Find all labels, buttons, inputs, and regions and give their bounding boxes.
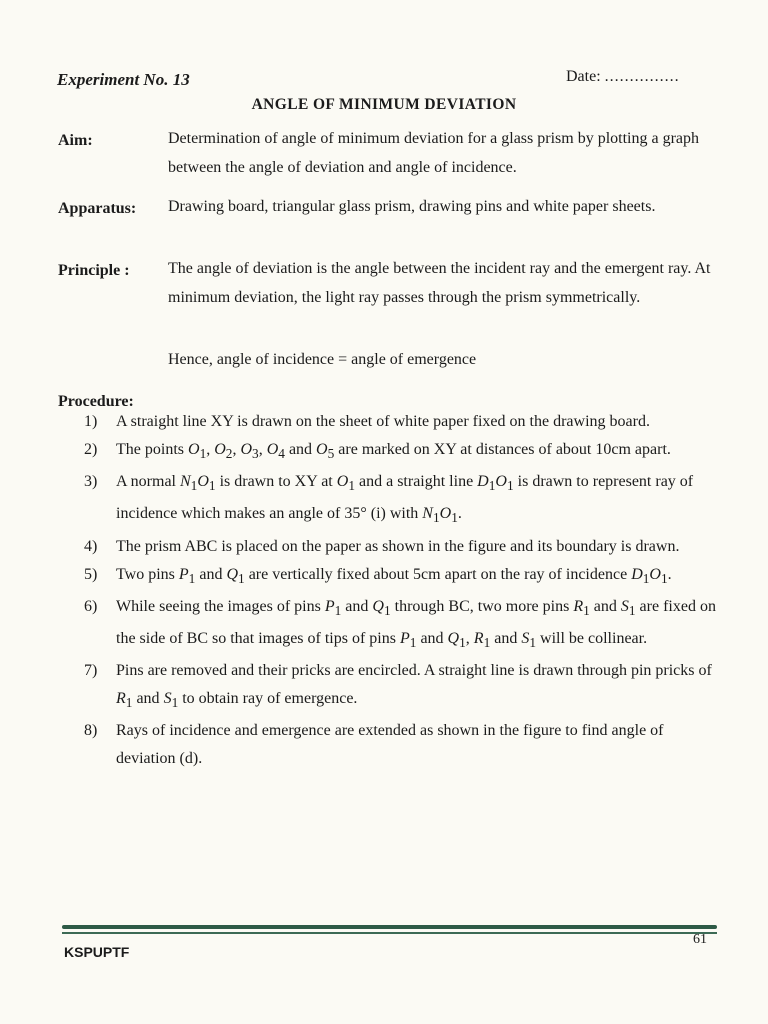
procedure-step (84, 533, 720, 561)
procedure-step (84, 561, 720, 593)
apparatus-text: Drawing board, triangular glass prism, drawing pins and white paper sheets. (168, 198, 656, 215)
date-label: Date: (566, 68, 601, 85)
step-number: 2) (84, 441, 98, 458)
footer-publisher: KSPUPTF (64, 944, 130, 960)
apparatus-label: Apparatus: (58, 200, 137, 217)
step-text: A normal $N_1O_1$ is drawn to XY at $O_1$ and a straight line $D_1O_1$ is drawn to represent ray of incidence which makes an angle of 35° (i) with $N_1O_1$. (116, 473, 694, 526)
step-text: Two pins $P_1$ and $Q_1$ are vertically fixed about 5cm apart on the ray of incidence $D_1O_1$. (116, 565, 672, 586)
procedure-step (84, 657, 720, 717)
step-number: 6) (84, 597, 98, 615)
procedure-step (84, 593, 720, 657)
step-text: The points $O_1$, $O_2$, $O_3$, $O_4$ and $O_5$ are marked on XY at distances of about 10cm apart. (116, 441, 671, 462)
procedure-step (84, 436, 720, 468)
procedure-step (84, 408, 720, 436)
step-text: The prism ABC is placed on the paper as shown in the figure and its boundary is drawn. (116, 537, 680, 555)
aim-label: Aim: (58, 132, 93, 149)
procedure-step (84, 468, 720, 532)
step-text: Rays of incidence and emergence are extended as shown in the figure to find angle of deviation (d). (116, 722, 664, 768)
step-number: 4) (84, 537, 98, 555)
page-number: 61 (693, 932, 707, 947)
step-number: 3) (84, 473, 98, 491)
date-blank: ............... (604, 68, 680, 85)
date-field (566, 68, 680, 86)
step-text: A straight line XY is drawn on the sheet of white paper fixed on the drawing board. (116, 413, 650, 430)
step-number: 7) (84, 662, 98, 680)
principle-label: Principle : (58, 262, 130, 279)
experiment-number: Experiment No. 13 (57, 70, 190, 89)
principle-text: The angle of deviation is the angle between the incident ray and the emergent ray. At minimum deviation, the light ray passes through the prism symmetrically. (168, 260, 711, 306)
procedure-label: Procedure: (58, 393, 134, 410)
step-text: Pins are removed and their pricks are encircled. A straight line is drawn through pin pricks of $R_1$ and $S_1$ to obtain ray of emergence. (116, 662, 712, 711)
step-number: 8) (84, 722, 98, 740)
footer-rule (62, 925, 717, 929)
principle-hence: Hence, angle of incidence = angle of emergence (168, 351, 477, 368)
procedure-step (84, 717, 720, 773)
step-number: 1) (84, 413, 98, 430)
step-number: 5) (84, 565, 98, 583)
aim-text: Determination of angle of minimum deviation for a glass prism by plotting a graph between the angle of deviation and angle of incidence. (168, 130, 699, 176)
page-title: ANGLE OF MINIMUM DEVIATION (251, 96, 517, 113)
step-text: While seeing the images of pins $P_1$ and $Q_1$ through BC, two more pins $R_1$ and $S_1$ are fixed on the side of BC so that images of tips of pins $P_1$ and $Q_1$, $R_1$ and $S_1$ will be collinear. (116, 597, 716, 651)
footer-rule-thin (62, 932, 717, 934)
procedure-list (84, 408, 720, 773)
